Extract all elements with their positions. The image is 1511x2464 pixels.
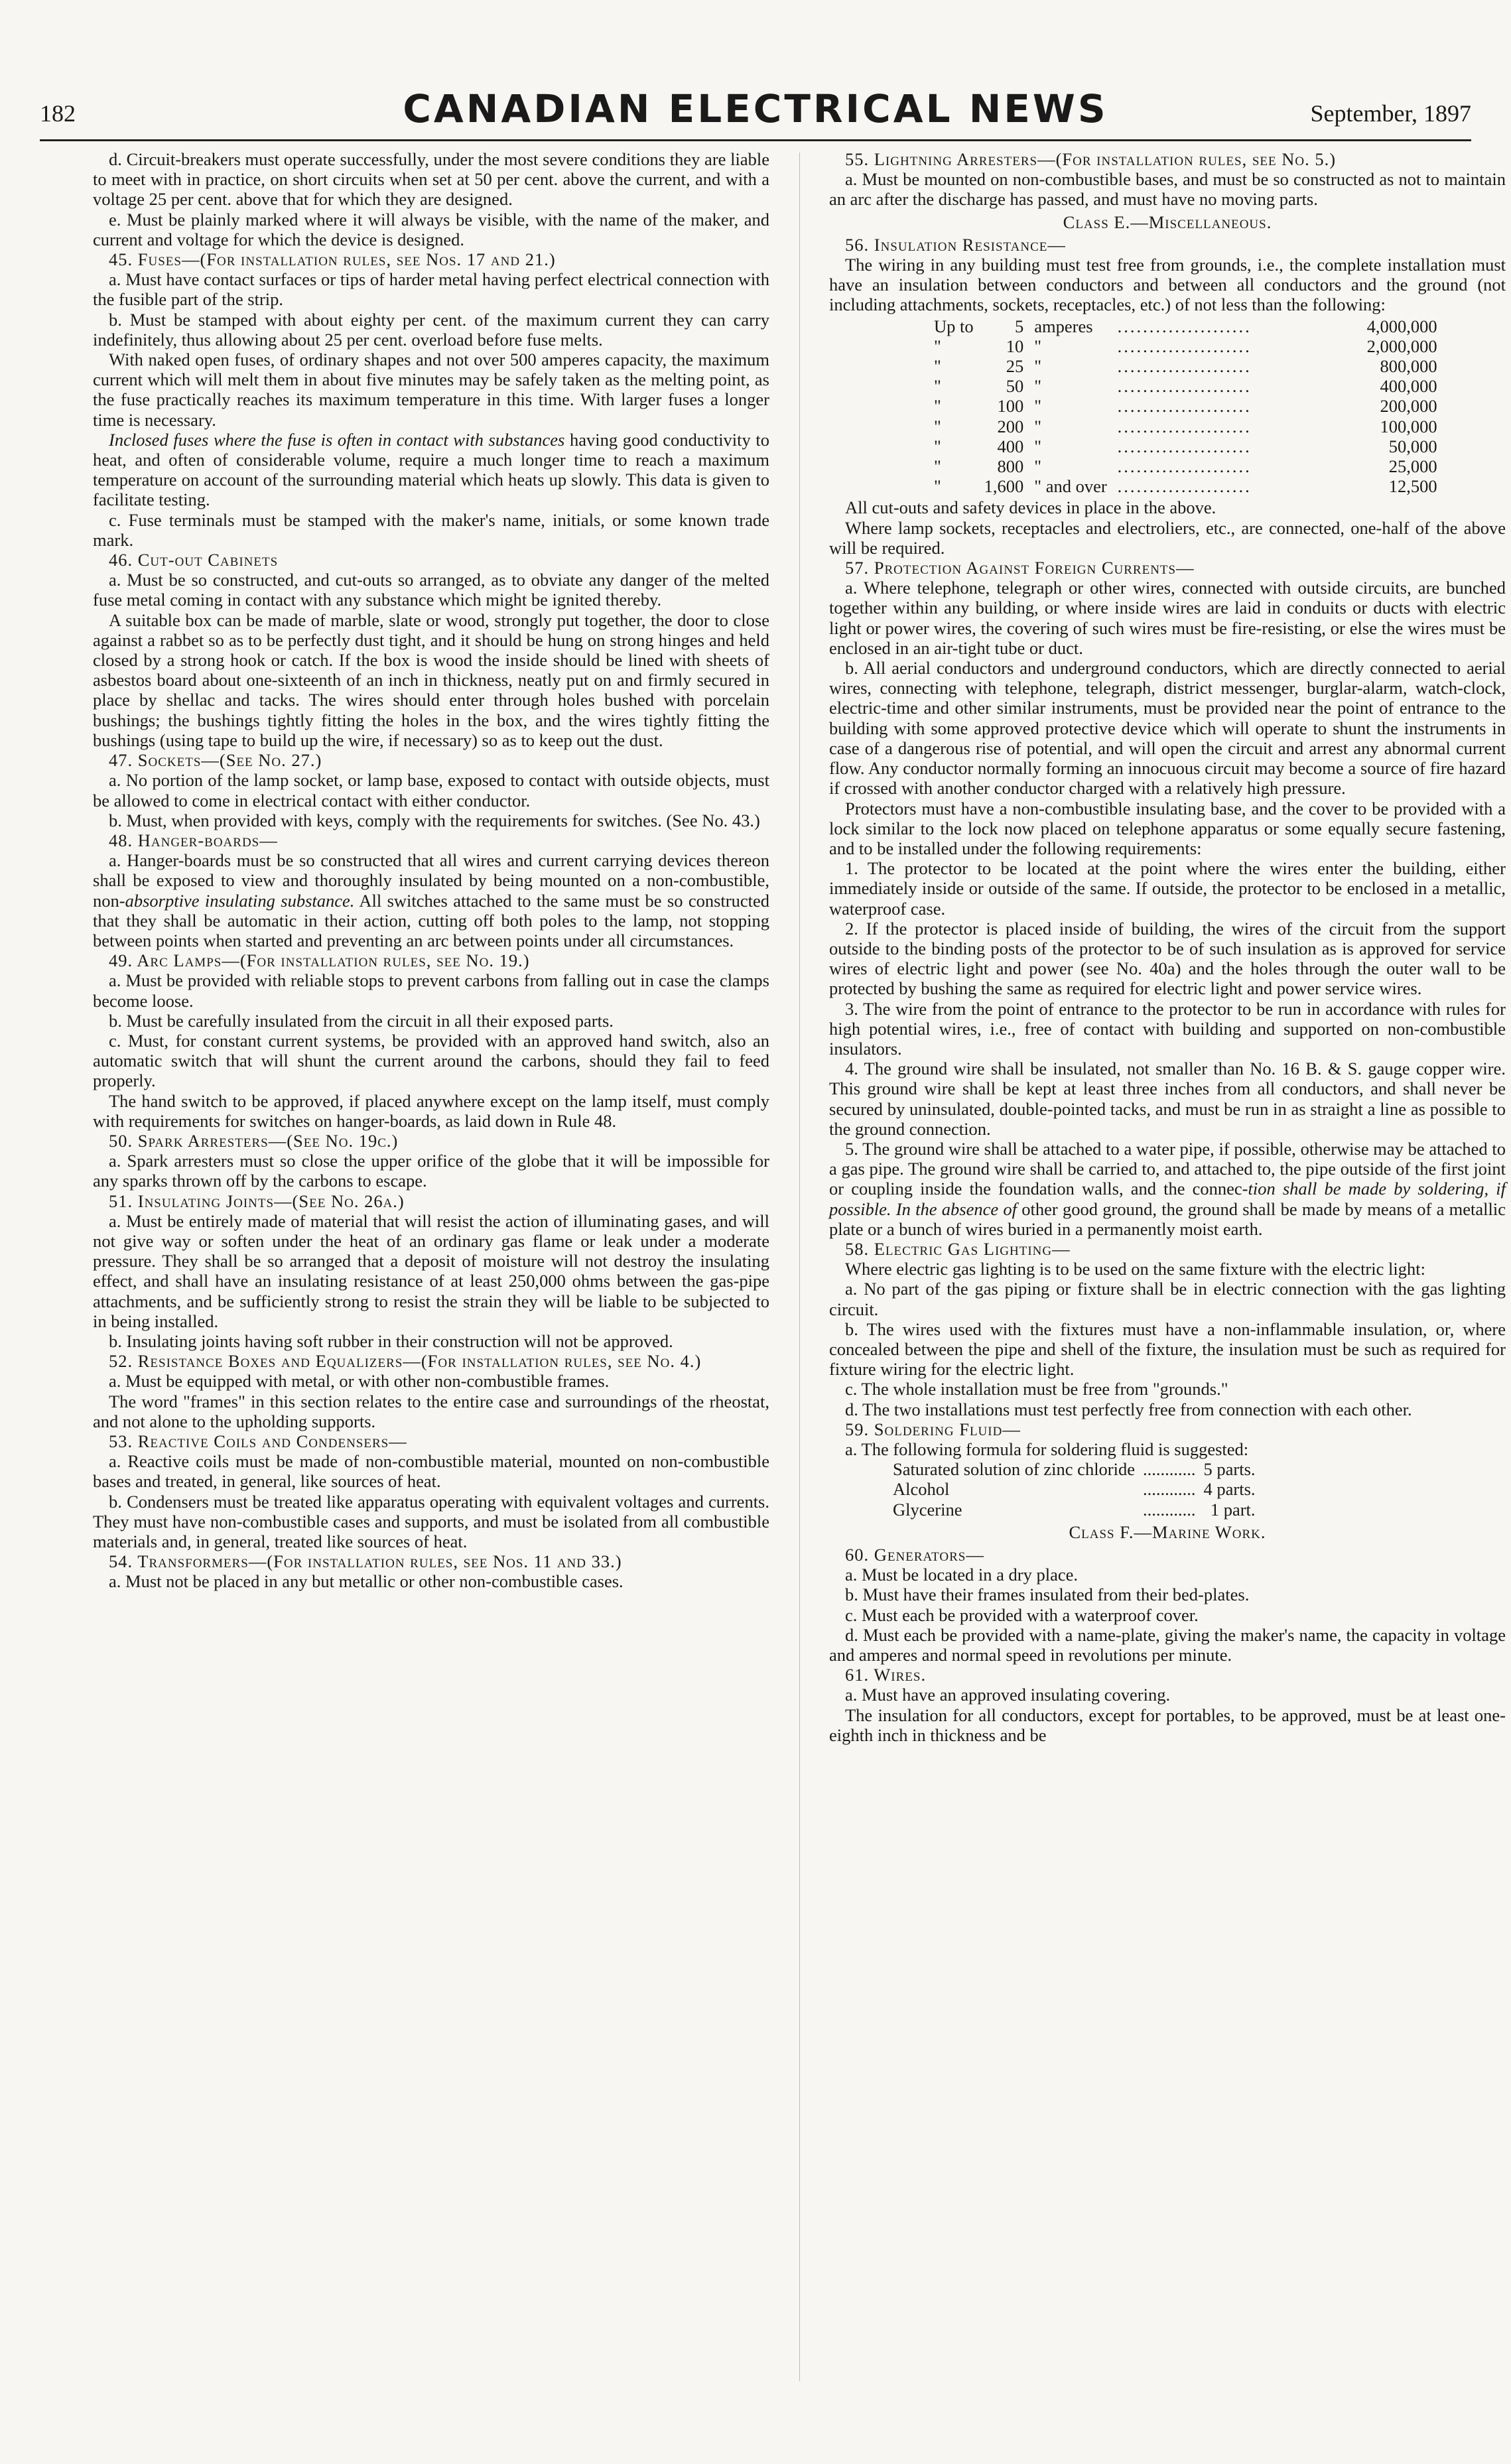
paragraph: b. Must have their frames insulated from their bed-plates. <box>845 1585 1250 1605</box>
section-heading: 55. Lightning Arresters—(For installation rules, see No. 5.) <box>845 149 1337 169</box>
prefix-cell: " <box>934 416 941 436</box>
paragraph: b. Insulating joints having soft rubber in their construction will not be approved. <box>109 1330 673 1351</box>
table-row <box>929 476 1443 496</box>
text: a. Hanger-boards must be so constructed that all wires and current carrying devices thereon shall be exposed to view and thoroughly insulated by being mounted on a non-combustible, non- <box>93 850 769 911</box>
paragraph: a. Must have an approved insulating covering. <box>845 1685 1171 1705</box>
ohms-cell: 25,000 <box>1388 456 1437 477</box>
paragraph: a. Must not be placed in any but metallic or other non-combustible cases. <box>109 1571 624 1592</box>
dot-leader: ..................... <box>1117 456 1252 477</box>
ohms-cell: 50,000 <box>1388 436 1437 456</box>
paragraph: The hand switch to be approved, if placed anywhere except on the lamp itself, must comply with requirements for switches on hanger-boards, as laid down in Rule 48. <box>93 1090 769 1131</box>
paragraph: Protectors must have a non-combustible insulating base, and the cover to be provided with a lock similar to the lock now placed on telephone apparatus or some equally secure fastening, and to be installed under the following requirements: <box>829 798 1506 858</box>
section-heading: 58. Electric Gas Lighting— <box>845 1238 1071 1259</box>
paragraph: A suitable box can be made of marble, slate or wood, strongly put together, the door to close against a rabbet so as to be perfectly dust tight, and it should be hung on strong hinges and held closed by a strong hook or catch. If the box is wood the inside should be lined with sheets of asbestos board about one-sixteenth of an inch in thickness, neatly put on and firmly secured in place by shellac and tacks. The wires should enter through holes bushed with porcelain bushings; the bushings tightly fitting the holes in the box, and the wires tightly fitting the bushings (using tape to build up the wire, if necessary) so as to keep out the dust. <box>93 610 769 750</box>
paragraph: c. Must each be provided with a waterproof cover. <box>845 1604 1199 1625</box>
right-column <box>829 149 1506 1745</box>
paragraph: a. The following formula for soldering fluid is suggested: <box>845 1439 1249 1459</box>
dot-leader: ............ <box>1143 1479 1196 1500</box>
paragraph: The word "frames" in this section relates to the entire case and surroundings of the rheostat, and not alone to the upholding supports. <box>93 1391 769 1431</box>
paragraph: b. Must be stamped with about eighty per cent. of the maximum current they can carry indefinitely, thus allowing about 25 per cent. overload before fuse melts. <box>93 309 769 350</box>
ohms-cell: 800,000 <box>1380 356 1437 377</box>
table-row <box>929 316 1443 336</box>
table-row <box>929 356 1443 376</box>
ohms-cell: 12,500 <box>1388 476 1437 497</box>
unit-cell: " <box>1034 416 1042 436</box>
italic-text: absorptive insulating substance. <box>125 890 355 911</box>
text: 5. The ground wire shall be attached to a water pipe, if possible, otherwise may be attached to a gas pipe. The ground wire shall be carried to, and attached to, the pipe outside of the first joint or coupling inside the foundation walls, and the connec- <box>829 1138 1506 1199</box>
parts-cell: 1 part. <box>1210 1499 1256 1520</box>
section-heading: 56. Insulation Resistance— <box>845 234 1066 255</box>
section-heading: 48. Hanger-boards— <box>109 830 278 850</box>
paragraph: c. Fuse terminals must be stamped with the maker's name, initials, or some known trade mark. <box>93 509 769 550</box>
unit-cell: " <box>1034 456 1042 477</box>
paragraph: 3. The wire from the point of entrance to the protector to be run in accordance with rules for high potential wires, i.e., free of contact with building and supported on non-combustible insulators. <box>829 998 1506 1059</box>
ohms-cell: 200,000 <box>1380 396 1437 417</box>
ohms-cell: 400,000 <box>1380 376 1437 397</box>
dot-leader: ............ <box>1143 1459 1196 1480</box>
prefix-cell: " <box>934 436 941 456</box>
paragraph: 4. The ground wire shall be insulated, not smaller than No. 16 B. & S. gauge copper wire. This ground wire shall be kept at least three inches from all conductors, and shall never be secured by uninsulated, double-pointed tacks, and must be run in as straight a line as possible to the ground connection. <box>829 1059 1506 1139</box>
ohms-cell: 100,000 <box>1380 416 1437 436</box>
text: All switches attached to the same must be so constructed that they shall be automatic in their action, cutting off both poles to the lamp, not stopping between points when started and preventing an arc between points under all circumstances. <box>93 890 769 950</box>
dot-leader: ..................... <box>1117 316 1252 336</box>
paragraph: a. Reactive coils must be made of non-combustible material, mounted on non-combustible bases and treated, in general, like sources of heat. <box>93 1451 769 1492</box>
paragraph <box>829 1139 1506 1239</box>
table-row <box>929 417 1443 436</box>
paragraph <box>93 850 769 950</box>
page-header <box>40 0 1471 131</box>
paragraph: b. All aerial conductors and underground conductors, which are directly connected to aerial wires, connecting with telephone, telegraph, district messenger, burglar-alarm, watch-clock, electric-time and other similar instruments, must be provided near the point of entrance to the building with some approved protective device which will operate to shunt the instruments in case of a dangerous rise of potential, and will open the circuit and arrest any abnormal current flow. Any conductor normally forming an innocuous circuit may become a source of fire hazard if crossed with another conductor charged with a relatively high pressure. <box>829 658 1506 799</box>
section-heading: 45. Fuses—(For installation rules, see Nos. 17 and 21.) <box>109 249 556 270</box>
amperes-cell: 25 <box>1006 356 1024 377</box>
paragraph: a. Must be located in a dry place. <box>845 1565 1078 1585</box>
column-divider <box>799 153 800 2381</box>
issue-date: September, 1897 <box>1310 100 1471 127</box>
left-column <box>93 149 769 1592</box>
ohms-cell: 4,000,000 <box>1366 316 1437 336</box>
paragraph: d. Circuit-breakers must operate successfully, under the most severe conditions they are liable to meet with in practice, on short circuits when set at 50 per cent. above the current, and with a voltage 25 per cent. above that for which they are designed. <box>93 149 769 210</box>
text: other good ground, the ground shall be made by means of a metallic plate or a bunch of wires buried in a permanently moist earth. <box>829 1199 1506 1239</box>
paragraph: d. The two installations must test perfectly free from connection with each other. <box>845 1399 1412 1419</box>
table-row <box>929 456 1443 476</box>
section-heading: 60. Generators— <box>845 1545 984 1565</box>
amperes-cell: 5 <box>1015 316 1024 336</box>
unit-cell: " <box>1034 376 1042 397</box>
paragraph: a. Must be entirely made of material that will resist the action of illuminating gases, and will not give way or soften under the heat of an ordinary gas flame or leak under a moderate pressure. They shall be so arranged that a deposit of moisture will not destroy the insulating effect, and shall have an insulating resistance of at least 250,000 ohms between the gas-pipe attachments, and be sufficiently strong to resist the strain they will be liable to be subjected to in being installed. <box>93 1210 769 1331</box>
paragraph: c. The whole installation must be free from "grounds." <box>845 1379 1228 1399</box>
text: having good conductivity to heat, and often of considerable volume, require a much longer time to reach a maximum temperature on account of the surrounding material which heats up slowly. This data is given to facilitate testing. <box>93 429 769 510</box>
unit-cell: amperes <box>1034 316 1093 336</box>
section-heading: 46. Cut-out Cabinets <box>109 550 279 570</box>
header-rule <box>40 139 1471 141</box>
italic-text: Inclosed fuses where the fuse is often in contact with substances <box>109 429 565 450</box>
unit-cell: " <box>1034 336 1042 356</box>
paragraph: a. No portion of the lamp socket, or lamp base, exposed to contact with outside objects, must be allowed to come in electrical contact with either conductor. <box>93 770 769 811</box>
section-heading: 47. Sockets—(See No. 27.) <box>109 750 322 771</box>
amperes-cell: 50 <box>1006 376 1024 397</box>
soldering-fluid-table <box>889 1459 1260 1520</box>
dot-leader: ..................... <box>1117 376 1252 397</box>
paragraph: a. Spark arresters must so close the upper orifice of the globe that it will be impossible for any sparks thrown off by the carbons to escape. <box>93 1151 769 1191</box>
paragraph: d. Must each be provided with a name-plate, giving the maker's name, the capacity in voltage and amperes and normal speed in revolutions per minute. <box>829 1624 1506 1665</box>
prefix-cell: " <box>934 456 941 477</box>
page-number: 182 <box>40 100 76 127</box>
amperes-cell: 10 <box>1006 336 1024 356</box>
paragraph: b. Must be carefully insulated from the circuit in all their exposed parts. <box>109 1010 614 1031</box>
section-heading: 59. Soldering Fluid— <box>845 1419 1021 1439</box>
paragraph: a. Must be mounted on non-combustible bases, and must be so constructed as not to maintain an arc after the discharge has passed, and must have no moving parts. <box>829 169 1506 210</box>
dot-leader: ..................... <box>1117 396 1252 417</box>
section-heading: 54. Transformers—(For installation rules, see Nos. 11 and 33.) <box>109 1551 622 1572</box>
amperes-cell: 800 <box>997 456 1024 477</box>
paragraph: The wiring in any building must test free from grounds, i.e., the complete installation must have an insulation between conductors and between all conductors and the ground (not including attachments, sockets, receptacles, etc.) of not less than the following: <box>829 255 1506 315</box>
italic-text: tion shall be made by soldering, if possible. In the absence of <box>829 1179 1506 1219</box>
table-row <box>889 1459 1260 1479</box>
paragraph: a. Must be provided with reliable stops to prevent carbons from falling out in case the clamps become loose. <box>93 970 769 1011</box>
paragraph: Where lamp sockets, receptacles and electroliers, etc., are connected, one-half of the above will be required. <box>829 517 1506 558</box>
paragraph: c. Must, for constant current systems, be provided with an approved hand switch, also an automatic switch that will shunt the current around the carbons, should they fail to feed properly. <box>93 1030 769 1091</box>
paragraph: The insulation for all conductors, except for portables, to be approved, must be at least one-eighth inch in thickness and be <box>829 1705 1506 1745</box>
dot-leader: ..................... <box>1117 336 1252 356</box>
amperes-cell: 1,600 <box>984 476 1024 497</box>
prefix-cell: " <box>934 336 941 356</box>
table-row <box>929 396 1443 416</box>
paragraph: With naked open fuses, of ordinary shapes and not over 500 amperes capacity, the maximum current which will melt them in about five minutes may be safely taken as the melting point, as the fuse practically reaches its maximum temperature in this time. With larger fuses a longer time is necessary. <box>93 350 769 430</box>
section-heading: 50. Spark Arresters—(See No. 19c.) <box>109 1130 399 1151</box>
paragraph: 1. The protector to be located at the point where the wires enter the building, either immediately inside or outside of the same. If outside, the protector to be enclosed in a metallic, waterproof case. <box>829 858 1506 919</box>
table-row <box>929 336 1443 356</box>
ingredient-cell: Alcohol <box>893 1479 950 1500</box>
unit-cell: " <box>1034 396 1042 417</box>
section-heading: 61. Wires. <box>845 1665 927 1685</box>
paragraph: a. Must have contact surfaces or tips of harder metal having perfect electrical connection with the fusible part of the strip. <box>93 269 769 310</box>
paragraph: b. The wires used with the fixtures must have a non-inflammable insulation, or, where concealed between the pipe and shell of the fixture, the insulation must be such as required for fixture wiring for the electric light. <box>829 1319 1506 1380</box>
prefix-cell: " <box>934 476 941 497</box>
dot-leader: ............ <box>1143 1499 1196 1520</box>
paragraph: a. No part of the gas piping or fixture shall be in electric connection with the gas lighting circuit. <box>829 1279 1506 1319</box>
ohms-cell: 2,000,000 <box>1366 336 1437 356</box>
dot-leader: ..................... <box>1117 436 1252 456</box>
class-heading: Class E.—Miscellaneous. <box>1063 212 1272 232</box>
paragraph: a. Must be equipped with metal, or with other non-combustible frames. <box>109 1371 610 1392</box>
table-row <box>889 1479 1260 1499</box>
section-heading: 52. Resistance Boxes and Equalizers—(For installation rules, see No. 4.) <box>109 1351 702 1372</box>
paragraph: 2. If the protector is placed inside of building, the wires of the circuit from the support outside to the binding posts of the protector to be of such insulation as is approved for service wires of electric light and power (see No. 40a) and the holes through the outer wall to be protected by bushing the same as required for electric light and power service wires. <box>829 918 1506 999</box>
unit-cell: " and over <box>1034 476 1107 497</box>
paragraph: All cut-outs and safety devices in place in the above. <box>845 497 1216 518</box>
paragraph: Where electric gas lighting is to be used on the same fixture with the electric light: <box>845 1259 1425 1279</box>
section-heading: 53. Reactive Coils and Condensers— <box>109 1431 407 1451</box>
insulation-resistance-table <box>929 316 1443 497</box>
table-row <box>929 376 1443 396</box>
dot-leader: ..................... <box>1117 416 1252 436</box>
unit-cell: " <box>1034 436 1042 456</box>
dot-leader: ..................... <box>1117 476 1252 497</box>
parts-cell: 5 parts. <box>1203 1459 1256 1480</box>
paragraph: a. Where telephone, telegraph or other wires, connected with outside circuits, are bunched together within any building, or where inside wires are laid in conduits or ducts with electric light or power wires, the covering of such wires must be fire-resisting, or else the wires must be enclosed in an air-tight tube or duct. <box>829 578 1506 658</box>
prefix-cell: " <box>934 396 941 417</box>
prefix-cell: " <box>934 376 941 397</box>
table-row <box>929 436 1443 456</box>
paragraph <box>93 430 769 510</box>
masthead-title: CANADIAN ELECTRICAL NEWS <box>403 86 1108 131</box>
amperes-cell: 100 <box>997 396 1024 417</box>
prefix-cell: Up to <box>934 316 974 336</box>
section-heading: 51. Insulating Joints—(See No. 26a.) <box>109 1191 405 1211</box>
paragraph: e. Must be plainly marked where it will always be visible, with the name of the maker, and current and voltage for which the device is designed. <box>93 209 769 249</box>
paragraph: b. Condensers must be treated like apparatus operating with equivalent voltages and currents. They must have non-combustible cases and supports, and must be isolated from all combustible materials and, in general, treated like sources of heat. <box>93 1491 769 1552</box>
class-heading: Class F.—Marine Work. <box>1069 1522 1266 1542</box>
dot-leader: ..................... <box>1117 356 1252 377</box>
paragraph: a. Must be so constructed, and cut-outs so arranged, as to obviate any danger of the melted fuse metal coming in contact with any substance which might be ignited thereby. <box>93 570 769 610</box>
table-row <box>889 1500 1260 1520</box>
section-heading: 49. Arc Lamps—(For installation rules, see No. 19.) <box>109 950 530 971</box>
section-heading: 57. Protection Against Foreign Currents— <box>845 558 1195 578</box>
amperes-cell: 400 <box>997 436 1024 456</box>
amperes-cell: 200 <box>997 416 1024 436</box>
ingredient-cell: Saturated solution of zinc chloride <box>893 1459 1136 1480</box>
unit-cell: " <box>1034 356 1042 377</box>
parts-cell: 4 parts. <box>1203 1479 1256 1500</box>
prefix-cell: " <box>934 356 941 377</box>
paragraph: b. Must, when provided with keys, comply with the requirements for switches. (See No. 43.) <box>109 810 760 830</box>
ingredient-cell: Glycerine <box>893 1499 962 1520</box>
